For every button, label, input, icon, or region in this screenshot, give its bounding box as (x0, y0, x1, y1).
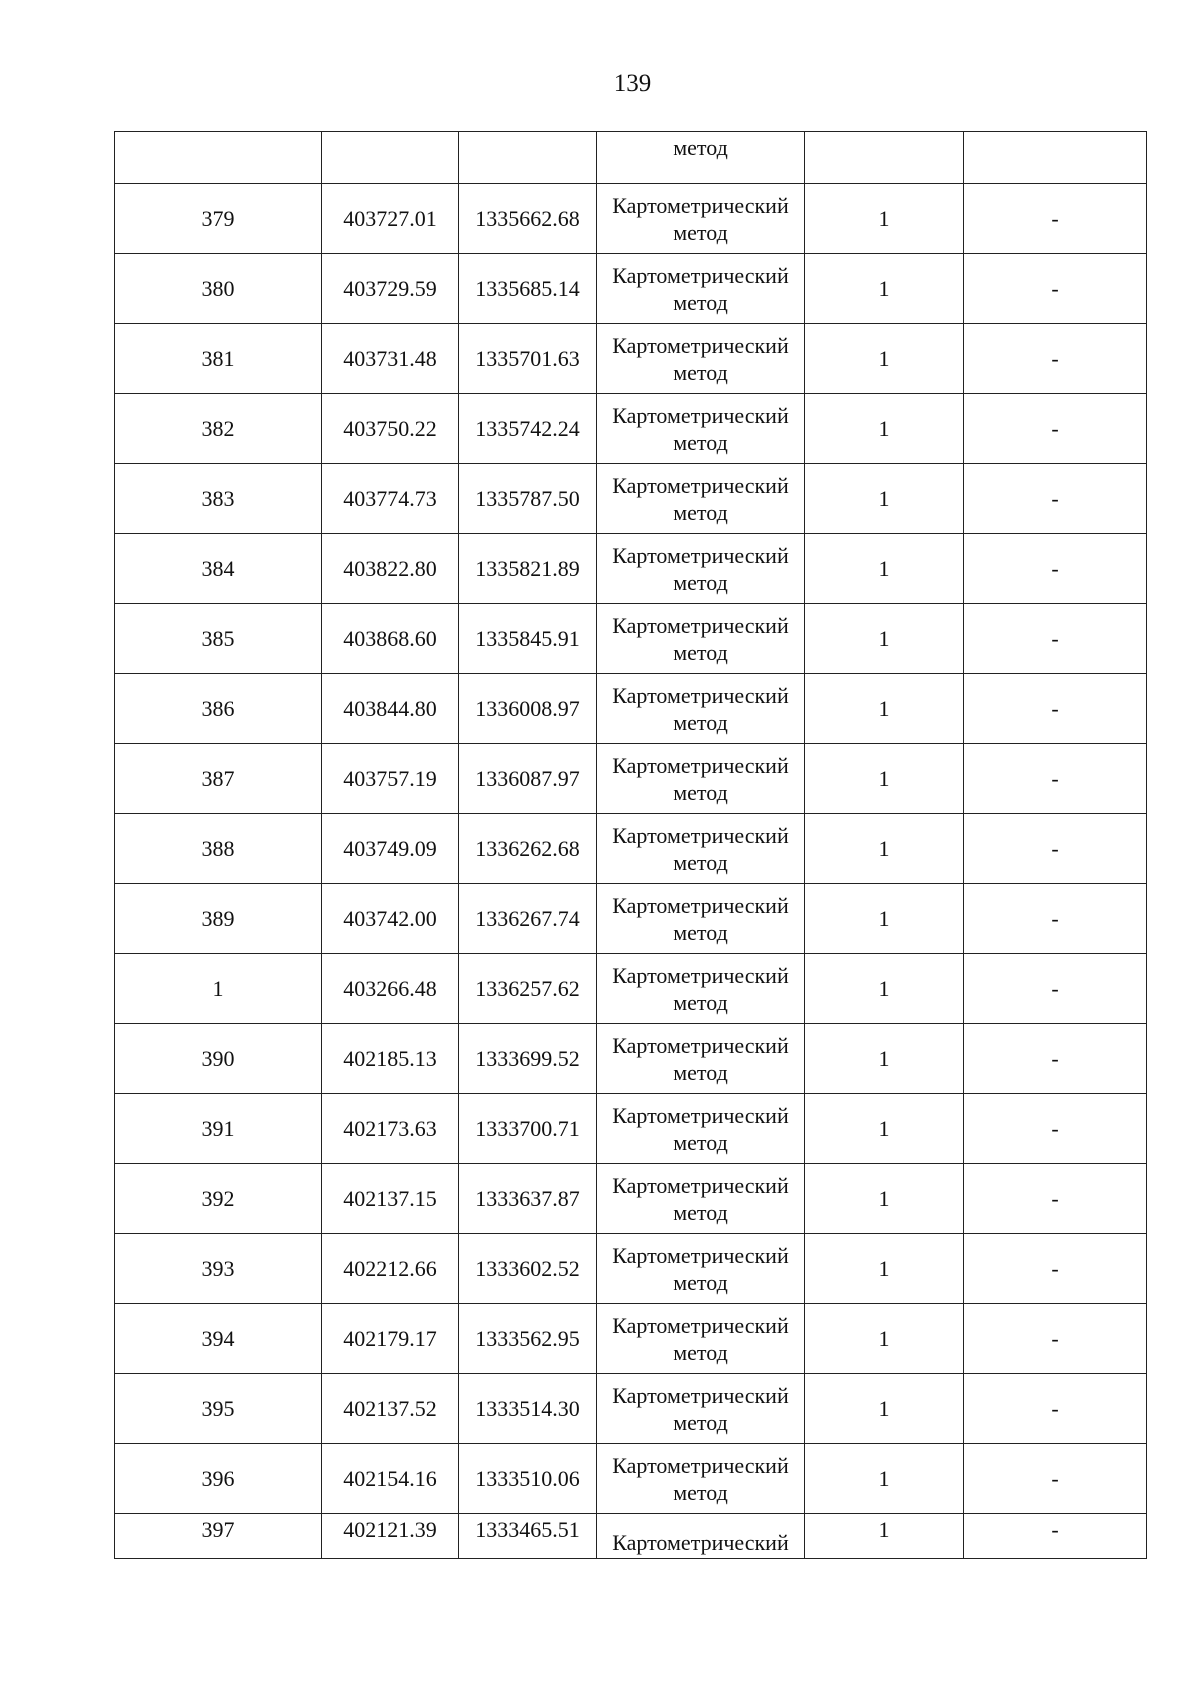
cell-method (597, 814, 805, 884)
cell-x: 403750.22 (322, 394, 459, 464)
cell-note: - (964, 1024, 1147, 1094)
cell-y: 1333700.71 (459, 1094, 597, 1164)
cell-accuracy: 1 (805, 394, 964, 464)
cell-method (597, 394, 805, 464)
cell-x: 403844.80 (322, 674, 459, 744)
table-row (115, 884, 1147, 954)
method-line-1: Картометрический (612, 332, 789, 358)
cell-note: - (964, 884, 1147, 954)
cell-x: 403868.60 (322, 604, 459, 674)
cell-y: 1336267.74 (459, 884, 597, 954)
cell-note: - (964, 1234, 1147, 1304)
cell-note: - (964, 1304, 1147, 1374)
cell-accuracy: 1 (805, 674, 964, 744)
cell-method: Картометрический (597, 1514, 805, 1559)
method-line-1: Картометрический (612, 1312, 789, 1338)
cell-note: - (964, 534, 1147, 604)
method-line-1: Картометрический (612, 752, 789, 778)
cell-accuracy: 1 (805, 884, 964, 954)
cell-y: 1333562.95 (459, 1304, 597, 1374)
cell-x: 402179.17 (322, 1304, 459, 1374)
cell-x: 402212.66 (322, 1234, 459, 1304)
cell-id: 390 (115, 1024, 322, 1094)
cell-accuracy: 1 (805, 464, 964, 534)
cell-note: - (964, 1094, 1147, 1164)
cell-method (597, 1374, 805, 1444)
cell-method (597, 1444, 805, 1514)
continuation-row (115, 132, 1147, 184)
method-line-1: Картометрический (612, 962, 789, 988)
cell-accuracy: 1 (805, 744, 964, 814)
cell-id: 384 (115, 534, 322, 604)
cell-method: метод (597, 132, 805, 184)
cell-id: 383 (115, 464, 322, 534)
method-line-2: метод (673, 1269, 728, 1295)
cell-id: 389 (115, 884, 322, 954)
cell-note (964, 132, 1147, 184)
table-row (115, 1234, 1147, 1304)
method-line-2: метод (673, 289, 728, 315)
method-line-1: Картометрический (612, 1032, 789, 1058)
cell-id: 1 (115, 954, 322, 1024)
method-line-2: метод (673, 359, 728, 385)
table-row (115, 534, 1147, 604)
table-body (115, 132, 1147, 1559)
cell-note: - (964, 324, 1147, 394)
cell-x: 403757.19 (322, 744, 459, 814)
cell-x: 403774.73 (322, 464, 459, 534)
cell-accuracy: 1 (805, 954, 964, 1024)
cell-accuracy: 1 (805, 1514, 964, 1559)
table-row (115, 464, 1147, 534)
cell-note: - (964, 184, 1147, 254)
cell-id: 393 (115, 1234, 322, 1304)
cell-y: 1335845.91 (459, 604, 597, 674)
method-line-1: Картометрический (612, 402, 789, 428)
cell-accuracy: 1 (805, 1374, 964, 1444)
cell-note: - (964, 1444, 1147, 1514)
cell-note: - (964, 744, 1147, 814)
method-line-1: Картометрический (612, 1452, 789, 1478)
method-line-2: метод (673, 1479, 728, 1505)
table-row (115, 394, 1147, 464)
cell-note: - (964, 814, 1147, 884)
cell-note: - (964, 1164, 1147, 1234)
cell-id: 391 (115, 1094, 322, 1164)
cell-y: 1335787.50 (459, 464, 597, 534)
table-row (115, 254, 1147, 324)
cell-id: 394 (115, 1304, 322, 1374)
cell-id: 381 (115, 324, 322, 394)
cell-accuracy: 1 (805, 604, 964, 674)
cell-note: - (964, 394, 1147, 464)
table-row (115, 1444, 1147, 1514)
method-line-2: метод (673, 1129, 728, 1155)
cell-method (597, 884, 805, 954)
cell-y: 1335662.68 (459, 184, 597, 254)
cell-note: - (964, 604, 1147, 674)
cell-method (597, 1164, 805, 1234)
cell-method (597, 1024, 805, 1094)
table-row-last (115, 1514, 1147, 1559)
table-row (115, 1024, 1147, 1094)
cell-accuracy: 1 (805, 534, 964, 604)
method-line-2: метод (673, 499, 728, 525)
method-line-2: метод (673, 709, 728, 735)
cell-y: 1333637.87 (459, 1164, 597, 1234)
method-line-1: Картометрический (612, 1382, 789, 1408)
cell-note: - (964, 674, 1147, 744)
cell-x (322, 132, 459, 184)
table-row (115, 324, 1147, 394)
cell-id: 386 (115, 674, 322, 744)
cell-x: 402121.39 (322, 1514, 459, 1559)
cell-x: 402185.13 (322, 1024, 459, 1094)
method-line-2: метод (673, 1199, 728, 1225)
cell-accuracy (805, 132, 964, 184)
cell-method (597, 534, 805, 604)
method-line-1: Картометрический (612, 892, 789, 918)
table-row (115, 184, 1147, 254)
method-line-2: метод (673, 1409, 728, 1435)
table-row (115, 1304, 1147, 1374)
table-row (115, 674, 1147, 744)
cell-accuracy: 1 (805, 184, 964, 254)
method-line-1: Картометрический (612, 682, 789, 708)
cell-y: 1333514.30 (459, 1374, 597, 1444)
cell-y: 1333465.51 (459, 1514, 597, 1559)
cell-method (597, 1094, 805, 1164)
cell-accuracy: 1 (805, 1304, 964, 1374)
method-line-1: Картометрический (612, 822, 789, 848)
cell-x: 403749.09 (322, 814, 459, 884)
cell-note: - (964, 254, 1147, 324)
cell-accuracy: 1 (805, 1444, 964, 1514)
method-line-2: метод (673, 429, 728, 455)
cell-method (597, 184, 805, 254)
method-line-2: метод (673, 1339, 728, 1365)
cell-y: 1335821.89 (459, 534, 597, 604)
cell-y: 1336262.68 (459, 814, 597, 884)
cell-method (597, 744, 805, 814)
cell-x: 402137.52 (322, 1374, 459, 1444)
cell-x: 403822.80 (322, 534, 459, 604)
method-line-1: Картометрический (612, 612, 789, 638)
cell-method (597, 674, 805, 744)
cell-y: 1333602.52 (459, 1234, 597, 1304)
cell-id: 395 (115, 1374, 322, 1444)
table-row (115, 1094, 1147, 1164)
table-row (115, 814, 1147, 884)
cell-id: 388 (115, 814, 322, 884)
table-row (115, 1374, 1147, 1444)
method-line-2: метод (673, 1059, 728, 1085)
coordinates-table (114, 131, 1147, 1559)
cell-note: - (964, 954, 1147, 1024)
method-line-2: метод (673, 989, 728, 1015)
cell-id: 380 (115, 254, 322, 324)
method-line-1: Картометрический (612, 542, 789, 568)
cell-accuracy: 1 (805, 814, 964, 884)
cell-y: 1333510.06 (459, 1444, 597, 1514)
cell-accuracy: 1 (805, 324, 964, 394)
method-line-1: Картометрический (612, 1242, 789, 1268)
cell-accuracy: 1 (805, 1234, 964, 1304)
cell-id: 397 (115, 1514, 322, 1559)
method-line-2: метод (673, 569, 728, 595)
cell-id: 392 (115, 1164, 322, 1234)
cell-y: 1336008.97 (459, 674, 597, 744)
cell-note: - (964, 464, 1147, 534)
cell-x: 403729.59 (322, 254, 459, 324)
cell-accuracy: 1 (805, 1024, 964, 1094)
cell-id (115, 132, 322, 184)
cell-accuracy: 1 (805, 254, 964, 324)
cell-y: 1335742.24 (459, 394, 597, 464)
cell-y: 1335685.14 (459, 254, 597, 324)
cell-x: 403742.00 (322, 884, 459, 954)
method-line-2: метод (673, 919, 728, 945)
table-row (115, 954, 1147, 1024)
table-row (115, 744, 1147, 814)
method-line-1: Картометрический (612, 1102, 789, 1128)
cell-y: 1333699.52 (459, 1024, 597, 1094)
method-line-2: метод (673, 639, 728, 665)
cell-note: - (964, 1374, 1147, 1444)
cell-method (597, 254, 805, 324)
cell-method (597, 954, 805, 1024)
method-line-2: метод (673, 219, 728, 245)
method-line-2: метод (673, 779, 728, 805)
method-line-1: Картометрический (612, 472, 789, 498)
cell-accuracy: 1 (805, 1094, 964, 1164)
cell-x: 403727.01 (322, 184, 459, 254)
cell-x: 402137.15 (322, 1164, 459, 1234)
cell-method (597, 1234, 805, 1304)
method-line-1: Картометрический (612, 262, 789, 288)
method-line-2: метод (673, 849, 728, 875)
cell-note: - (964, 1514, 1147, 1559)
cell-id: 382 (115, 394, 322, 464)
cell-method (597, 464, 805, 534)
cell-y: 1336087.97 (459, 744, 597, 814)
cell-x: 402173.63 (322, 1094, 459, 1164)
cell-method (597, 604, 805, 674)
cell-x: 402154.16 (322, 1444, 459, 1514)
table-row (115, 604, 1147, 674)
table-row (115, 1164, 1147, 1234)
method-line-1: Картометрический (612, 1172, 789, 1198)
method-line-1: Картометрический (612, 192, 789, 218)
cell-x: 403731.48 (322, 324, 459, 394)
cell-method (597, 324, 805, 394)
cell-id: 385 (115, 604, 322, 674)
cell-y: 1336257.62 (459, 954, 597, 1024)
cell-method (597, 1304, 805, 1374)
cell-accuracy: 1 (805, 1164, 964, 1234)
cell-id: 387 (115, 744, 322, 814)
page-number: 139 (613, 70, 652, 97)
cell-y: 1335701.63 (459, 324, 597, 394)
cell-y (459, 132, 597, 184)
cell-x: 403266.48 (322, 954, 459, 1024)
cell-id: 379 (115, 184, 322, 254)
cell-id: 396 (115, 1444, 322, 1514)
